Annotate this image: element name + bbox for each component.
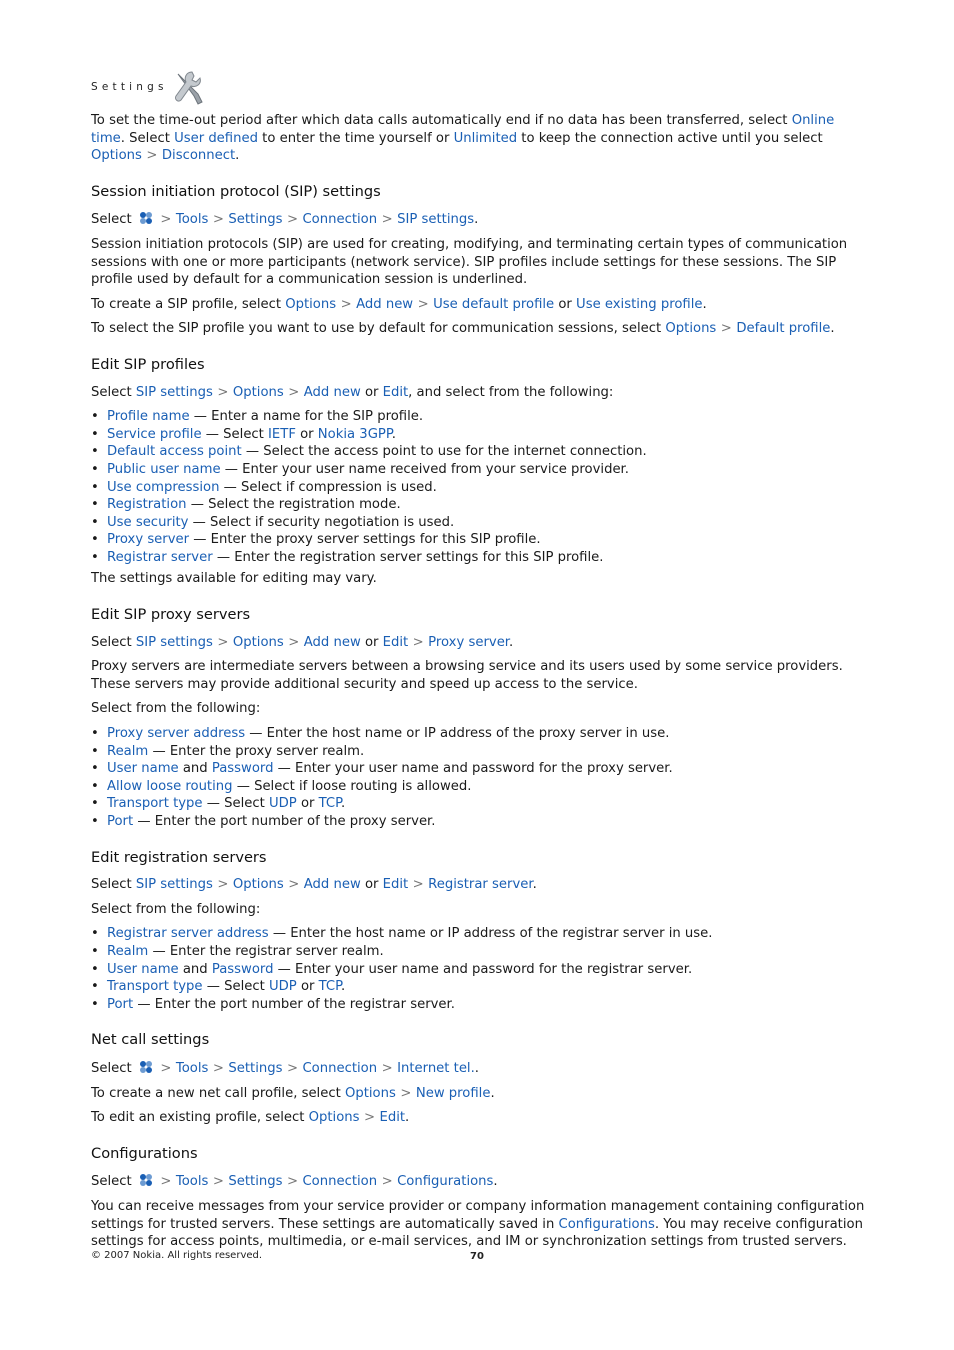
text: — Enter your user name received from your service provider.: [220, 461, 629, 477]
options-link[interactable]: Options: [91, 148, 142, 164]
sip-settings-link[interactable]: SIP settings: [135, 877, 213, 893]
user-defined-option[interactable]: User defined: [174, 130, 258, 146]
list-item: [91, 408, 867, 426]
text: or: [296, 979, 319, 995]
edit-sip-note: The settings available for editing may vary.: [91, 571, 377, 587]
options-link[interactable]: Options: [232, 877, 284, 893]
list-item: [91, 461, 867, 479]
chevron-right-icon: >: [286, 212, 298, 228]
text: — Select: [202, 979, 269, 995]
edit-sip-path: [91, 384, 867, 402]
page-content: [91, 70, 867, 1258]
text: . Select: [120, 130, 175, 146]
realm-link[interactable]: Realm: [107, 743, 149, 759]
proxy-select-from: Select from the following:: [91, 701, 261, 717]
proxy-server-link[interactable]: Proxy server: [428, 634, 510, 650]
public-user-name-link[interactable]: Public user name: [107, 461, 221, 477]
proxy-path: [91, 634, 867, 652]
registrar-select-from: Select from the following:: [91, 901, 261, 917]
use-compression-link[interactable]: Use compression: [107, 479, 220, 495]
text: — Enter the registration server settings for this SIP profile.: [212, 549, 604, 565]
use-existing-profile-link[interactable]: Use existing profile: [576, 296, 703, 312]
edit-sip-list: [91, 408, 867, 566]
unlimited-option[interactable]: Unlimited: [453, 130, 518, 146]
text: — Select if compression is used.: [219, 479, 437, 495]
disconnect-link[interactable]: Disconnect: [161, 148, 236, 164]
text: To create a new net call profile, select: [91, 1085, 345, 1101]
chevron-right-icon: >: [381, 212, 393, 228]
text: .: [341, 979, 346, 995]
password-link[interactable]: Password: [211, 761, 274, 777]
tcp-option[interactable]: TCP: [318, 796, 342, 812]
text: — Enter the proxy server realm.: [148, 743, 365, 759]
chevron-right-icon: >: [288, 634, 300, 650]
connection-link[interactable]: Connection: [302, 212, 378, 228]
text: — Select the registration mode.: [186, 497, 401, 513]
text: .: [830, 321, 835, 337]
default-access-point-link[interactable]: Default access point: [107, 444, 242, 460]
connection-link[interactable]: Connection: [302, 1174, 378, 1190]
text: Select: [91, 1060, 132, 1076]
options-link[interactable]: Options: [285, 296, 337, 312]
text: or: [360, 634, 383, 650]
text: . You may receive configuration settings for access points, multimedia, or e-mail services, and IM or synchronization settings from trusted servers.: [91, 1216, 863, 1250]
menu-icon: [138, 1172, 154, 1188]
new-profile-link[interactable]: New profile: [415, 1085, 491, 1101]
default-profile-link[interactable]: Default profile: [736, 321, 831, 337]
online-time-option[interactable]: Online time: [91, 113, 835, 146]
text: .: [702, 296, 707, 312]
registrar-path: [91, 876, 867, 894]
options-link[interactable]: Options: [232, 634, 284, 650]
text: Select: [91, 877, 136, 893]
page-header: [91, 70, 867, 106]
sip-create: [91, 296, 867, 314]
configurations-link[interactable]: Configurations: [558, 1216, 655, 1232]
sip-description: Session initiation protocols (SIP) are used for creating, modifying, and terminating certain types of communication sessions with one or more participants (network service). SIP profiles include settings for these sessions. The SIP profile used by default for a communication session is underlined.: [91, 236, 848, 288]
text: — Enter the port number of the proxy server.: [133, 814, 436, 829]
proxy-heading: Edit SIP proxy servers: [91, 606, 251, 624]
text: — Enter the registrar server realm.: [148, 943, 384, 959]
chevron-right-icon: >: [286, 1060, 298, 1076]
password-link[interactable]: Password: [211, 961, 274, 977]
udp-option[interactable]: UDP: [268, 979, 297, 995]
chevron-right-icon: >: [217, 384, 229, 400]
add-new-link[interactable]: Add new: [303, 634, 361, 650]
chevron-right-icon: >: [160, 212, 172, 228]
configurations-link[interactable]: Configurations: [397, 1174, 494, 1190]
text: , and select from the following:: [408, 384, 614, 400]
user-name-link[interactable]: User name: [107, 761, 179, 777]
text: — Enter the proxy server settings for this SIP profile.: [189, 532, 541, 548]
list-item: [91, 496, 867, 514]
internet-tel-link[interactable]: Internet tel.: [397, 1060, 475, 1076]
add-new-link[interactable]: Add new: [303, 877, 361, 893]
chevron-right-icon: >: [212, 1060, 224, 1076]
transport-type-link[interactable]: Transport type: [107, 979, 203, 995]
chevron-right-icon: >: [160, 1060, 172, 1076]
list-item: [91, 996, 867, 1014]
text: — Enter your user name and password for the proxy server.: [273, 761, 673, 777]
chevron-right-icon: >: [400, 1085, 412, 1101]
netcall-heading: Net call settings: [91, 1031, 210, 1049]
text: To set the time-out period after which data calls automatically end if no data has been transferred, select: [91, 113, 792, 128]
text: You can receive messages from your service provider or company information management containing configuration settings for trusted servers. These settings are automatically saved in: [91, 1198, 865, 1232]
settings-link[interactable]: Settings: [228, 1174, 283, 1190]
list-item: [91, 760, 867, 778]
tools-link[interactable]: Tools: [175, 1060, 209, 1076]
list-item: [91, 725, 867, 743]
text: and: [178, 761, 212, 777]
proxy-list: [91, 725, 867, 831]
text: — Select if loose routing is allowed.: [232, 778, 472, 794]
netcall-path: [91, 1059, 867, 1078]
edit-link[interactable]: Edit: [382, 877, 409, 893]
text: .: [391, 426, 396, 442]
config-heading: Configurations: [91, 1144, 198, 1162]
chevron-right-icon: >: [288, 384, 300, 400]
add-new-link[interactable]: Add new: [303, 384, 361, 400]
connection-link[interactable]: Connection: [302, 1060, 378, 1076]
chevron-right-icon: >: [286, 1174, 298, 1190]
options-link[interactable]: Options: [308, 1110, 360, 1126]
text: Select: [91, 212, 132, 228]
chevron-right-icon: >: [363, 1110, 376, 1126]
page-number: 70: [470, 1251, 484, 1262]
chevron-right-icon: >: [288, 877, 300, 893]
add-new-link[interactable]: Add new: [356, 296, 414, 312]
registrar-server-link[interactable]: Registrar server: [107, 549, 213, 565]
intro-paragraph: [91, 112, 867, 165]
tools-link[interactable]: Tools: [175, 212, 209, 228]
chevron-right-icon: >: [212, 212, 224, 228]
use-default-profile-link[interactable]: Use default profile: [433, 296, 555, 312]
sip-heading: Session initiation protocol (SIP) settings: [91, 182, 381, 200]
proxy-description: Proxy servers are intermediate servers between a browsing service and its users used by some service providers. These servers may provide additional security and speed up access to the service.: [91, 659, 843, 692]
list-item: [91, 813, 867, 831]
sip-settings-link[interactable]: SIP settings: [135, 634, 213, 650]
text: or: [360, 384, 383, 400]
list-item: [91, 479, 867, 497]
config-description: [91, 1198, 867, 1251]
text: To create a SIP profile, select: [91, 296, 286, 312]
list-item: [91, 961, 867, 979]
chevron-right-icon: >: [217, 634, 229, 650]
ietf-option[interactable]: IETF: [268, 426, 296, 442]
menu-icon: [138, 210, 154, 226]
text: or: [554, 296, 577, 312]
list-item: [91, 426, 867, 444]
text: or: [295, 426, 318, 442]
settings-link[interactable]: Settings: [228, 212, 283, 228]
port-link[interactable]: Port: [107, 814, 134, 829]
edit-sip-heading: Edit SIP profiles: [91, 355, 205, 373]
chevron-right-icon: >: [217, 877, 229, 893]
registrar-server-address-link[interactable]: Registrar server address: [107, 926, 269, 942]
text: Select: [91, 384, 136, 400]
options-link[interactable]: Options: [344, 1085, 396, 1101]
options-link[interactable]: Options: [232, 384, 284, 400]
edit-link[interactable]: Edit: [382, 384, 409, 400]
text: or: [360, 877, 383, 893]
text: .: [474, 1060, 479, 1076]
port-link[interactable]: Port: [107, 996, 134, 1012]
text: .: [490, 1085, 495, 1101]
menu-icon: [138, 1059, 154, 1075]
list-item: [91, 514, 867, 532]
chevron-right-icon: >: [160, 1174, 172, 1190]
text: .: [493, 1174, 498, 1190]
transport-type-link[interactable]: Transport type: [107, 796, 203, 812]
text: — Select the access point to use for the internet connection.: [241, 444, 647, 460]
sip-settings-link[interactable]: SIP settings: [135, 384, 213, 400]
chevron-right-icon: >: [146, 148, 158, 164]
realm-link[interactable]: Realm: [107, 943, 149, 959]
text: To edit an existing profile, select: [91, 1110, 309, 1126]
settings-link[interactable]: Settings: [228, 1060, 283, 1076]
text: — Enter the host name or IP address of the registrar server in use.: [268, 926, 713, 942]
list-item: [91, 978, 867, 996]
text: — Enter your user name and password for the registrar server.: [273, 961, 693, 977]
text: to enter the time yourself or: [257, 130, 454, 146]
sip-path: [91, 210, 867, 229]
proxy-server-address-link[interactable]: Proxy server address: [107, 726, 246, 742]
sip-default: [91, 320, 867, 338]
list-item: [91, 531, 867, 549]
registrar-list: [91, 925, 867, 1013]
registration-link[interactable]: Registration: [107, 497, 187, 513]
text: Select: [91, 1174, 132, 1190]
text: or: [296, 796, 319, 812]
chevron-right-icon: >: [340, 296, 352, 312]
text: — Select: [202, 796, 269, 812]
list-item: [91, 443, 867, 461]
edit-link[interactable]: Edit: [382, 634, 409, 650]
nokia-3gpp-option[interactable]: Nokia 3GPP: [317, 426, 392, 442]
header-title: Settings: [91, 81, 168, 94]
config-path: [91, 1172, 867, 1191]
registrar-server-link[interactable]: Registrar server: [428, 877, 533, 893]
list-item: [91, 943, 867, 961]
text: .: [235, 148, 240, 164]
text: — Enter the port number of the registrar server.: [133, 996, 455, 1012]
list-item: [91, 743, 867, 761]
service-profile-link[interactable]: Service profile: [107, 426, 202, 442]
chevron-right-icon: >: [212, 1174, 224, 1190]
text: .: [474, 212, 479, 228]
wrench-screwdriver-icon: [172, 70, 206, 106]
netcall-create: [91, 1085, 867, 1103]
user-name-link[interactable]: User name: [107, 961, 179, 977]
list-item: [91, 925, 867, 943]
text: — Enter the host name or IP address of the proxy server in use.: [245, 726, 670, 742]
text: .: [532, 877, 537, 893]
copyright: © 2007 Nokia. All rights reserved.: [91, 1250, 263, 1261]
registrar-heading: Edit registration servers: [91, 848, 267, 866]
tools-link[interactable]: Tools: [175, 1174, 209, 1190]
options-link[interactable]: Options: [665, 321, 717, 337]
text: — Select: [201, 426, 269, 442]
chevron-right-icon: >: [381, 1174, 393, 1190]
text: .: [341, 796, 346, 812]
text: .: [509, 634, 514, 650]
profile-name-link[interactable]: Profile name: [107, 409, 190, 425]
text: .: [405, 1110, 410, 1126]
use-security-link[interactable]: Use security: [107, 514, 189, 530]
sip-settings-link[interactable]: SIP settings: [397, 212, 475, 228]
list-item: [91, 549, 867, 567]
netcall-edit: [91, 1109, 867, 1127]
edit-link[interactable]: Edit: [379, 1110, 406, 1126]
tcp-option[interactable]: TCP: [318, 979, 342, 995]
chevron-right-icon: >: [417, 296, 429, 312]
text: to keep the connection active until you select: [517, 130, 823, 146]
text: Select: [91, 634, 136, 650]
chevron-right-icon: >: [412, 634, 424, 650]
udp-option[interactable]: UDP: [268, 796, 297, 812]
proxy-server-link[interactable]: Proxy server: [107, 532, 190, 548]
allow-loose-routing-link[interactable]: Allow loose routing: [107, 778, 233, 794]
chevron-right-icon: >: [381, 1060, 393, 1076]
text: and: [178, 961, 212, 977]
text: — Select if security negotiation is used.: [188, 514, 455, 530]
text: To select the SIP profile you want to use by default for communication sessions, select: [91, 321, 666, 337]
text: — Enter a name for the SIP profile.: [189, 409, 424, 425]
list-item: [91, 778, 867, 796]
list-item: [91, 795, 867, 813]
chevron-right-icon: >: [720, 321, 732, 337]
chevron-right-icon: >: [412, 877, 424, 893]
